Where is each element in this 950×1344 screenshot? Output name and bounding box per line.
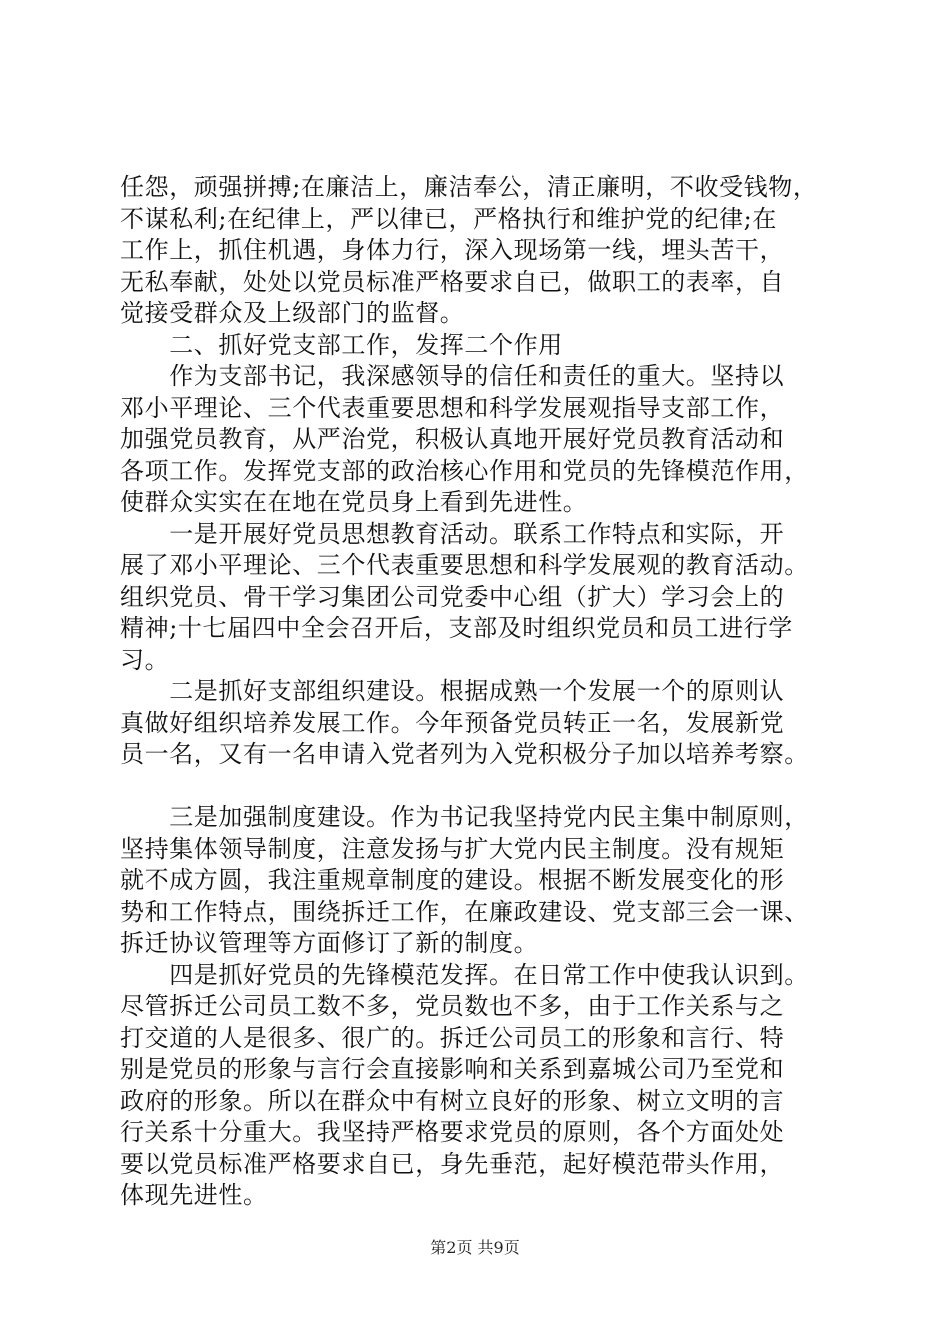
- text-line: 三是加强制度建设。作为书记我坚持党内民主集中制原则，: [120, 803, 809, 831]
- text-line: 组织党员、骨干学习集团公司党委中心组（扩大）学习会上的: [120, 582, 785, 611]
- text-line: 行关系十分重大。我坚持严格要求党员的原则，各个方面处处: [120, 1118, 785, 1146]
- text-line: 体现先进性。: [120, 1181, 268, 1209]
- text-line: 打交道的人是很多、很广的。拆迁公司员工的形象和言行、特: [120, 1023, 785, 1052]
- text-line: 精神;十七届四中全会召开后，支部及时组织党员和员工进行学: [120, 614, 793, 642]
- text-line: 二是抓好支部组织建设。根据成熟一个发展一个的原则认: [120, 677, 785, 705]
- text-line: 使群众实实在在地在党员身上看到先进性。: [120, 488, 588, 516]
- text-line: 展了邓小平理论、三个代表重要思想和科学发展观的教育活动。: [120, 551, 809, 579]
- text-line: 政府的形象。所以在群众中有树立良好的形象、树立文明的言: [120, 1086, 785, 1115]
- text-line: 习。: [120, 645, 170, 674]
- text-line: 拆迁协议管理等方面修订了新的制度。: [120, 929, 539, 957]
- text-line: 一是开展好党员思想教育活动。联系工作特点和实际，开: [120, 519, 785, 548]
- text-line: 无私奉献，处处以党员标准严格要求自已，做职工的表率，自: [120, 267, 785, 296]
- text-line: 真做好组织培养发展工作。今年预备党员转正一名，发展新党: [120, 708, 785, 737]
- body-text: [120, 172, 840, 1212]
- text-line: 尽管拆迁公司员工数不多，党员数也不多，由于工作关系与之: [120, 992, 785, 1020]
- text-line: 员一名，又有一名申请入党者列为入党积极分子加以培养考察。: [120, 740, 809, 768]
- text-line: 加强党员教育，从严治党，积极认真地开展好党员教育活动和: [120, 425, 785, 453]
- text-line: 二、抓好党支部工作，发挥二个作用: [120, 330, 563, 359]
- text-line: 邓小平理论、三个代表重要思想和科学发展观指导支部工作，: [120, 393, 785, 422]
- text-line: 坚持集体领导制度，注意发扬与扩大党内民主制度。没有规矩: [120, 834, 785, 863]
- text-line: 各项工作。发挥党支部的政治核心作用和党员的先锋模范作用，: [120, 456, 809, 485]
- text-line: 工作上，抓住机遇，身体力行，深入现场第一线，埋头苦干，: [120, 236, 785, 264]
- text-line: 觉接受群众及上级部门的监督。: [120, 299, 465, 327]
- text-line: 要以党员标准严格要求自已，身先垂范，起好模范带头作用，: [120, 1149, 785, 1178]
- text-line: 势和工作特点，围绕拆迁工作，在廉政建设、党支部三会一课、: [120, 897, 809, 926]
- page-footer: 第2页 共9页: [430, 1238, 520, 1257]
- text-line: 不谋私利;在纪律上，严以律已，严格执行和维护党的纪律;在: [120, 204, 777, 233]
- text-line: 就不成方圆，我注重规章制度的建设。根据不断发展变化的形: [120, 866, 785, 894]
- blank-line: [120, 771, 840, 803]
- text-line: 任怨，顽强拼搏;在廉洁上，廉洁奉公，清正廉明，不收受钱物，: [120, 173, 818, 201]
- text-line: 作为支部书记，我深感领导的信任和责任的重大。坚持以: [120, 362, 785, 390]
- text-line: 四是抓好党员的先锋模范发挥。在日常工作中使我认识到。: [120, 960, 809, 989]
- text-line: 别是党员的形象与言行会直接影响和关系到嘉城公司乃至党和: [120, 1055, 785, 1083]
